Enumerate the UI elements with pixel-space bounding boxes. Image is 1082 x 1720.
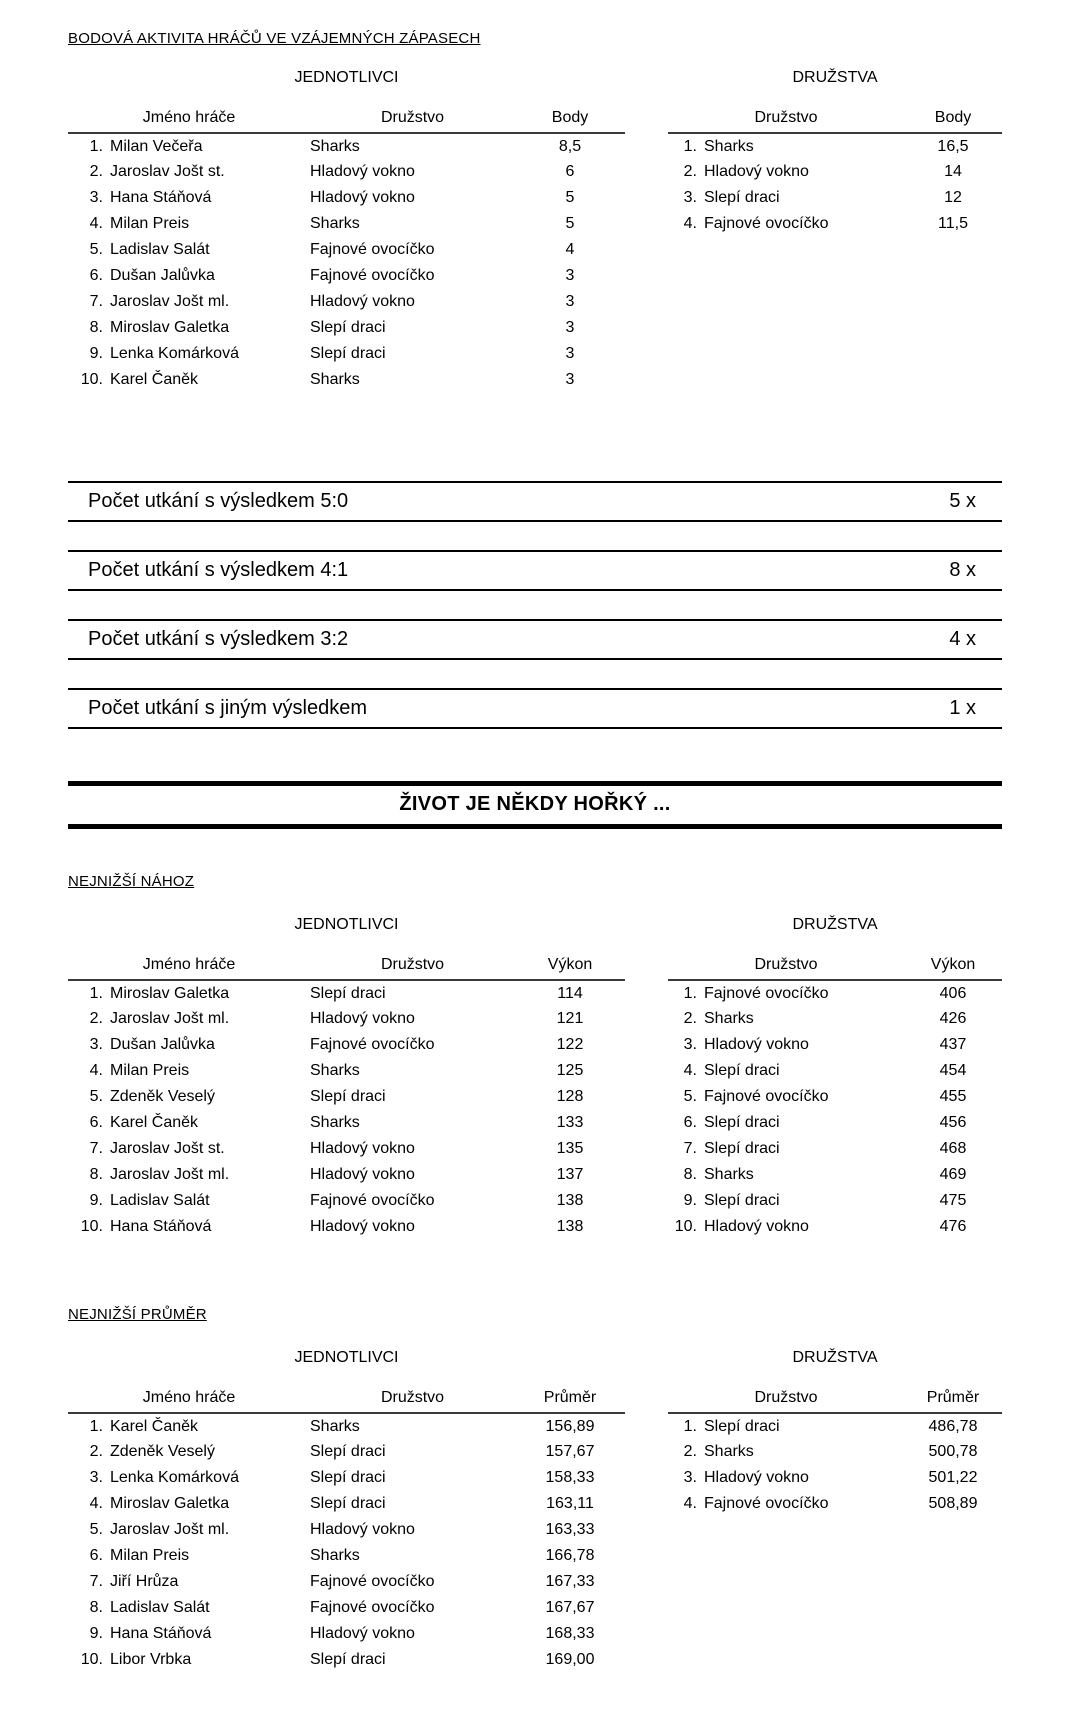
- match-count-value: 1 x: [949, 697, 976, 719]
- table-row: [68, 1162, 625, 1188]
- match-count-row: [68, 481, 1002, 522]
- row-player-name: Karel Čaněk: [110, 1114, 199, 1131]
- row-team: Fajnové ovocíčko: [310, 1573, 435, 1590]
- banner: [68, 781, 1002, 829]
- individuals-heading: JEDNOTLIVCI: [294, 69, 399, 86]
- row-value: 157,67: [545, 1443, 595, 1460]
- col-header-value: Výkon: [904, 956, 1002, 980]
- row-value: 3: [565, 371, 575, 388]
- row-value: 138: [556, 1192, 584, 1209]
- row-rank: 1.: [89, 1417, 103, 1435]
- row-player-name: Jiří Hrůza: [110, 1573, 179, 1590]
- table-row: [668, 1439, 1002, 1465]
- row-rank: 2.: [683, 163, 697, 180]
- table-row: [668, 159, 1002, 185]
- row-value: 122: [556, 1036, 584, 1053]
- row-team: Fajnové ovocíčko: [310, 267, 435, 284]
- row-value: 133: [556, 1114, 584, 1131]
- table-row: [668, 185, 1002, 211]
- table-row: [68, 980, 625, 1006]
- row-value: 167,33: [545, 1573, 595, 1590]
- individuals-heading: JEDNOTLIVCI: [294, 1349, 399, 1366]
- col-header-value: Body: [904, 109, 1002, 133]
- table-header-row: [68, 109, 625, 133]
- teams-heading: DRUŽSTVA: [792, 916, 878, 933]
- row-team: Sharks: [310, 137, 360, 155]
- row-rank: 2.: [89, 1010, 103, 1027]
- row-rank: 10.: [674, 1218, 697, 1235]
- row-value: 156,89: [545, 1417, 595, 1435]
- match-count-row: [68, 619, 1002, 660]
- col-header-player: Jméno hráče: [68, 109, 310, 133]
- row-team: Hladový vokno: [310, 293, 415, 310]
- row-team: Slepí draci: [310, 1469, 386, 1486]
- row-player-name: Miroslav Galetka: [110, 1495, 230, 1512]
- table-body: [668, 980, 1002, 1240]
- row-rank: 1.: [89, 137, 103, 155]
- col-header-player: Jméno hráče: [68, 956, 310, 980]
- nahoz-tables: [68, 916, 1002, 1240]
- table-row: [68, 1595, 625, 1621]
- table-body: [68, 133, 625, 393]
- row-team: Sharks: [310, 1114, 360, 1131]
- col-header-value: Průměr: [904, 1389, 1002, 1413]
- row-team: Fajnové ovocíčko: [704, 984, 829, 1002]
- row-team: Slepí draci: [704, 1062, 780, 1079]
- table-body: [68, 1413, 625, 1673]
- match-count-row: [68, 550, 1002, 591]
- nahoz-individuals-block: [68, 916, 625, 1240]
- table-row: [68, 1058, 625, 1084]
- row-rank: 10.: [80, 1218, 103, 1235]
- row-rank: 7.: [89, 1140, 103, 1157]
- row-value: 166,78: [545, 1547, 595, 1564]
- row-player-name: Jaroslav Jošt st.: [110, 1140, 225, 1157]
- row-value: 8,5: [558, 137, 582, 155]
- row-rank: 3.: [683, 189, 697, 206]
- row-rank: 1.: [683, 1417, 697, 1435]
- row-value: 158,33: [545, 1469, 595, 1486]
- row-rank: 7.: [89, 1573, 103, 1590]
- row-player-name: Hana Stáňová: [110, 1625, 212, 1642]
- row-team: Hladový vokno: [310, 1166, 415, 1183]
- row-value: 135: [556, 1140, 584, 1157]
- row-rank: 8.: [89, 319, 103, 336]
- row-rank: 4.: [683, 1495, 697, 1512]
- table-row: [68, 1569, 625, 1595]
- row-rank: 6.: [683, 1114, 697, 1131]
- table-row: [68, 1517, 625, 1543]
- row-value: 5: [565, 215, 575, 232]
- individuals-heading: JEDNOTLIVCI: [294, 916, 399, 933]
- prumer-individuals-table: [68, 1389, 625, 1673]
- table-row: [668, 980, 1002, 1006]
- table-header-row: [668, 109, 1002, 133]
- row-value: 16,5: [937, 137, 969, 155]
- section-bodova-title: BODOVÁ AKTIVITA HRÁČŮ VE VZÁJEMNÝCH ZÁPASECH: [68, 30, 481, 47]
- table-row: [668, 1136, 1002, 1162]
- row-rank: 2.: [683, 1443, 697, 1460]
- row-rank: 6.: [89, 1547, 103, 1564]
- row-team: Sharks: [310, 1547, 360, 1564]
- row-value: 468: [939, 1140, 967, 1157]
- row-value: 501,22: [928, 1469, 978, 1486]
- row-team: Fajnové ovocíčko: [704, 1495, 829, 1512]
- table-row: [68, 1214, 625, 1240]
- table-row: [68, 211, 625, 237]
- row-rank: 2.: [89, 163, 103, 180]
- row-value: 406: [939, 984, 967, 1002]
- row-player-name: Lenka Komárková: [110, 345, 239, 362]
- table-row: [668, 1162, 1002, 1188]
- table-row: [668, 1084, 1002, 1110]
- table-header-row: [68, 956, 625, 980]
- row-player-name: Milan Večeřa: [110, 137, 203, 155]
- table-row: [68, 1188, 625, 1214]
- row-player-name: Ladislav Salát: [110, 1192, 210, 1209]
- table-row: [68, 1084, 625, 1110]
- row-value: 163,11: [546, 1495, 594, 1512]
- match-count-label: Počet utkání s výsledkem 4:1: [88, 559, 349, 581]
- row-rank: 2.: [683, 1010, 697, 1027]
- row-rank: 1.: [89, 984, 103, 1002]
- match-count-label: Počet utkání s výsledkem 3:2: [88, 628, 349, 650]
- table-row: [668, 1006, 1002, 1032]
- row-player-name: Miroslav Galetka: [110, 319, 230, 336]
- row-team: Hladový vokno: [704, 1218, 809, 1235]
- row-player-name: Dušan Jalůvka: [110, 1036, 215, 1053]
- row-rank: 6.: [89, 1114, 103, 1131]
- row-team: Hladový vokno: [704, 1469, 809, 1486]
- row-rank: 2.: [89, 1443, 103, 1460]
- table-row: [68, 1647, 625, 1673]
- match-count-value: 8 x: [949, 559, 976, 581]
- row-value: 500,78: [928, 1443, 978, 1460]
- table-row: [68, 315, 625, 341]
- bodova-tables: [68, 69, 1002, 393]
- row-player-name: Jaroslav Jošt ml.: [110, 293, 230, 310]
- row-team: Hladový vokno: [310, 1625, 415, 1642]
- row-player-name: Lenka Komárková: [110, 1469, 239, 1486]
- row-value: 125: [556, 1062, 584, 1079]
- row-team: Slepí draci: [704, 1140, 780, 1157]
- row-value: 3: [565, 319, 575, 336]
- row-team: Sharks: [310, 1062, 360, 1079]
- row-value: 163,33: [545, 1521, 595, 1538]
- table-row: [68, 289, 625, 315]
- row-value: 121: [556, 1010, 584, 1027]
- row-team: Sharks: [310, 1417, 360, 1435]
- bodova-teams-block: [668, 69, 1002, 237]
- row-value: 437: [939, 1036, 967, 1053]
- row-value: 3: [565, 345, 575, 362]
- row-value: 475: [939, 1192, 967, 1209]
- row-rank: 9.: [89, 1625, 103, 1642]
- table-header-row: [68, 1389, 625, 1413]
- teams-heading: DRUŽSTVA: [792, 1349, 878, 1366]
- row-team: Hladový vokno: [310, 1010, 415, 1027]
- row-value: 469: [939, 1166, 967, 1183]
- row-player-name: Hana Stáňová: [110, 189, 212, 206]
- col-header-team: Družstvo: [310, 956, 515, 980]
- table-row: [668, 1032, 1002, 1058]
- row-rank: 3.: [683, 1036, 697, 1053]
- row-value: 137: [556, 1166, 584, 1183]
- row-rank: 3.: [89, 1469, 103, 1486]
- table-row: [68, 263, 625, 289]
- table-body: [68, 980, 625, 1240]
- row-player-name: Miroslav Galetka: [110, 984, 230, 1002]
- row-rank: 3.: [89, 189, 103, 206]
- row-team: Hladový vokno: [310, 163, 415, 180]
- row-team: Slepí draci: [310, 984, 386, 1002]
- row-team: Slepí draci: [704, 1192, 780, 1209]
- match-count-label: Počet utkání s výsledkem 5:0: [88, 490, 349, 512]
- match-count-label: Počet utkání s jiným výsledkem: [88, 697, 367, 719]
- row-rank: 6.: [89, 267, 103, 284]
- table-row: [68, 237, 625, 263]
- table-row: [68, 341, 625, 367]
- match-count-value: 5 x: [949, 490, 976, 512]
- table-row: [668, 1465, 1002, 1491]
- table-row: [68, 185, 625, 211]
- teams-heading: DRUŽSTVA: [792, 69, 878, 86]
- table-row: [68, 159, 625, 185]
- row-team: Slepí draci: [310, 1651, 386, 1668]
- row-player-name: Jaroslav Jošt st.: [110, 163, 225, 180]
- table-row: [68, 1621, 625, 1647]
- row-rank: 4.: [89, 1062, 103, 1079]
- row-value: 12: [944, 189, 962, 206]
- row-value: 138: [556, 1218, 584, 1235]
- match-count-value: 4 x: [949, 628, 976, 650]
- row-player-name: Zdeněk Veselý: [110, 1443, 215, 1460]
- row-team: Slepí draci: [310, 1443, 386, 1460]
- row-value: 167,67: [545, 1599, 595, 1616]
- row-team: Slepí draci: [704, 189, 780, 206]
- row-team: Hladový vokno: [310, 1521, 415, 1538]
- table-row: [668, 1188, 1002, 1214]
- col-header-team: Družstvo: [668, 109, 904, 133]
- table-row: [668, 1214, 1002, 1240]
- row-rank: 4.: [683, 215, 697, 232]
- row-rank: 5.: [683, 1088, 697, 1105]
- table-row: [668, 1110, 1002, 1136]
- prumer-teams-table: [668, 1389, 1002, 1517]
- row-rank: 7.: [89, 293, 103, 310]
- row-player-name: Zdeněk Veselý: [110, 1088, 215, 1105]
- col-header-value: Průměr: [515, 1389, 625, 1413]
- row-team: Slepí draci: [704, 1114, 780, 1131]
- section-prumer-title: NEJNIŽŠÍ PRŮMĚR: [68, 1306, 207, 1323]
- table-row: [668, 1491, 1002, 1517]
- row-value: 426: [939, 1010, 967, 1027]
- table-row: [68, 1136, 625, 1162]
- match-count-row: [68, 688, 1002, 729]
- row-value: 128: [556, 1088, 584, 1105]
- row-player-name: Karel Čaněk: [110, 1417, 199, 1435]
- row-team: Fajnové ovocíčko: [704, 1088, 829, 1105]
- banner-text: ŽIVOT JE NĚKDY HOŘKÝ ...: [399, 793, 671, 815]
- row-team: Slepí draci: [310, 1088, 386, 1105]
- table-row: [668, 1058, 1002, 1084]
- table-header-row: [668, 1389, 1002, 1413]
- col-header-value: Výkon: [515, 956, 625, 980]
- row-value: 11,5: [938, 215, 968, 232]
- row-team: Fajnové ovocíčko: [310, 1036, 435, 1053]
- row-team: Hladový vokno: [310, 1140, 415, 1157]
- row-value: 454: [939, 1062, 967, 1079]
- row-value: 14: [944, 163, 962, 180]
- table-row: [68, 1110, 625, 1136]
- bodova-individuals-table: [68, 109, 625, 393]
- nahoz-teams-block: [668, 916, 1002, 1240]
- table-row: [668, 133, 1002, 159]
- row-value: 168,33: [545, 1625, 595, 1642]
- row-value: 476: [939, 1218, 967, 1235]
- row-rank: 1.: [683, 984, 697, 1002]
- row-value: 5: [565, 189, 575, 206]
- col-header-team: Družstvo: [310, 109, 515, 133]
- row-team: Sharks: [704, 1443, 754, 1460]
- table-header-row: [668, 956, 1002, 980]
- row-value: 114: [557, 984, 583, 1002]
- row-team: Slepí draci: [310, 345, 386, 362]
- row-rank: 8.: [89, 1599, 103, 1616]
- row-player-name: Jaroslav Jošt ml.: [110, 1010, 230, 1027]
- row-rank: 8.: [89, 1166, 103, 1183]
- row-value: 486,78: [928, 1417, 978, 1435]
- row-value: 455: [939, 1088, 967, 1105]
- row-team: Slepí draci: [310, 1495, 386, 1512]
- row-player-name: Karel Čaněk: [110, 371, 199, 388]
- row-rank: 5.: [89, 1521, 103, 1538]
- row-team: Sharks: [704, 1166, 754, 1183]
- prumer-teams-block: [668, 1349, 1002, 1517]
- row-player-name: Jaroslav Jošt ml.: [110, 1521, 230, 1538]
- row-team: Fajnové ovocíčko: [310, 241, 435, 258]
- row-team: Slepí draci: [310, 319, 386, 336]
- row-player-name: Milan Preis: [110, 1547, 190, 1564]
- row-rank: 5.: [89, 1088, 103, 1105]
- row-value: 508,89: [928, 1495, 978, 1512]
- row-rank: 8.: [683, 1166, 697, 1183]
- table-body: [668, 1413, 1002, 1517]
- row-value: 3: [565, 293, 575, 310]
- nahoz-teams-table: [668, 956, 1002, 1240]
- row-team: Fajnové ovocíčko: [704, 215, 829, 232]
- section-nahoz-title: NEJNIŽŠÍ NÁHOZ: [68, 873, 195, 890]
- table-row: [68, 1491, 625, 1517]
- table-row: [68, 1413, 625, 1439]
- row-team: Hladový vokno: [310, 1218, 415, 1235]
- col-header-player: Jméno hráče: [68, 1389, 310, 1413]
- col-header-team: Družstvo: [668, 956, 904, 980]
- row-team: Hladový vokno: [704, 163, 809, 180]
- row-player-name: Jaroslav Jošt ml.: [110, 1166, 230, 1183]
- row-team: Slepí draci: [704, 1417, 780, 1435]
- row-rank: 4.: [683, 1062, 697, 1079]
- nahoz-individuals-table: [68, 956, 625, 1240]
- row-player-name: Dušan Jalůvka: [110, 267, 215, 284]
- row-rank: 4.: [89, 215, 103, 232]
- bodova-teams-table: [668, 109, 1002, 237]
- row-player-name: Hana Stáňová: [110, 1218, 212, 1235]
- table-row: [68, 367, 625, 393]
- table-row: [68, 1032, 625, 1058]
- row-rank: 10.: [80, 1651, 103, 1668]
- row-rank: 3.: [683, 1469, 697, 1486]
- row-value: 169,00: [545, 1651, 595, 1668]
- table-row: [68, 1543, 625, 1569]
- row-rank: 1.: [683, 137, 697, 155]
- row-rank: 3.: [89, 1036, 103, 1053]
- row-player-name: Libor Vrbka: [110, 1651, 192, 1668]
- row-team: Sharks: [704, 137, 754, 155]
- row-rank: 7.: [683, 1140, 697, 1157]
- row-player-name: Milan Preis: [110, 215, 190, 232]
- row-team: Sharks: [704, 1010, 754, 1027]
- table-row: [668, 1413, 1002, 1439]
- row-team: Hladový vokno: [704, 1036, 809, 1053]
- table-row: [68, 1465, 625, 1491]
- row-team: Hladový vokno: [310, 189, 415, 206]
- table-row: [68, 133, 625, 159]
- row-value: 3: [565, 267, 575, 284]
- row-player-name: Ladislav Salát: [110, 1599, 210, 1616]
- col-header-value: Body: [515, 109, 625, 133]
- prumer-tables: [68, 1349, 1002, 1673]
- table-row: [68, 1439, 625, 1465]
- table-row: [68, 1006, 625, 1032]
- row-value: 6: [565, 163, 575, 180]
- table-body: [668, 133, 1002, 237]
- table-row: [668, 211, 1002, 237]
- row-rank: 4.: [89, 1495, 103, 1512]
- row-rank: 10.: [80, 371, 103, 388]
- row-team: Fajnové ovocíčko: [310, 1192, 435, 1209]
- row-rank: 9.: [89, 1192, 103, 1209]
- col-header-team: Družstvo: [668, 1389, 904, 1413]
- row-team: Sharks: [310, 215, 360, 232]
- prumer-individuals-block: [68, 1349, 625, 1673]
- row-rank: 5.: [89, 241, 103, 258]
- row-value: 456: [939, 1114, 967, 1131]
- bodova-individuals-block: [68, 69, 625, 393]
- match-count-boxes: [68, 481, 1002, 729]
- col-header-team: Družstvo: [310, 1389, 515, 1413]
- row-team: Sharks: [310, 371, 360, 388]
- row-rank: 9.: [89, 345, 103, 362]
- row-team: Fajnové ovocíčko: [310, 1599, 435, 1616]
- row-player-name: Ladislav Salát: [110, 241, 210, 258]
- row-rank: 9.: [683, 1192, 697, 1209]
- row-value: 4: [565, 241, 575, 258]
- row-player-name: Milan Preis: [110, 1062, 190, 1079]
